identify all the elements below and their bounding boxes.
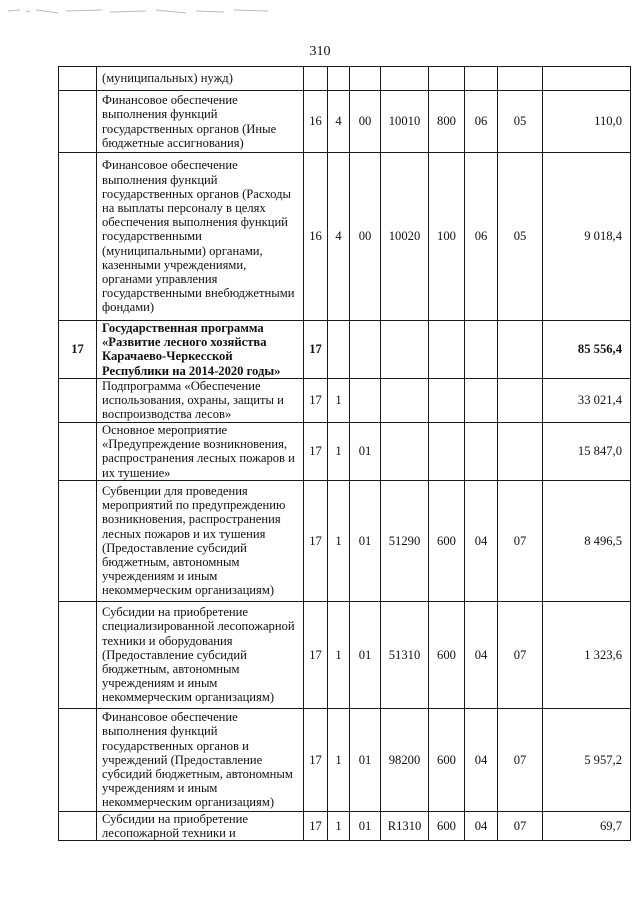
expense-type-cell: 100: [429, 153, 465, 321]
section-cell: [465, 67, 498, 91]
subprogram-cell: 1: [328, 422, 350, 480]
main-activity-cell: [350, 321, 381, 379]
expense-type-cell: 600: [429, 601, 465, 708]
program-cell: 16: [304, 91, 328, 153]
row-number-cell: [59, 601, 97, 708]
table-row: [59, 480, 631, 601]
table-body: [59, 67, 631, 841]
direction-cell: 51290: [381, 480, 429, 601]
section-cell: 04: [465, 811, 498, 840]
table-row: [59, 153, 631, 321]
expense-type-cell: [429, 67, 465, 91]
expense-type-cell: 800: [429, 91, 465, 153]
amount-cell: 15 847,0: [543, 422, 631, 480]
table-row: [59, 67, 631, 91]
amount-cell: [543, 67, 631, 91]
program-cell: 17: [304, 601, 328, 708]
name-cell: (муниципальных) нужд): [97, 67, 304, 91]
amount-cell: 110,0: [543, 91, 631, 153]
name-cell: Субсидии на приобретение лесопожарной техники и: [97, 811, 304, 840]
subprogram-cell: 1: [328, 811, 350, 840]
direction-cell: 98200: [381, 708, 429, 811]
name-cell: Финансовое обеспечение выполнения функций государственных органов (Расходы на выплаты персоналу в целях обеспечения выполнения функций государственными (муниципальными) органами, казенными учреждениями, органами управления государственными внебюджетными фондами): [97, 153, 304, 321]
name-cell: Субсидии на приобретение специализированной лесопожарной техники и оборудования (Предоставление субсидий бюджетным, автономным учреждениям и иным некоммерческим организациям): [97, 601, 304, 708]
expense-type-cell: 600: [429, 480, 465, 601]
row-number-cell: [59, 153, 97, 321]
section-cell: 04: [465, 480, 498, 601]
page-number: 310: [309, 44, 331, 59]
subprogram-cell: 4: [328, 153, 350, 321]
program-cell: 16: [304, 153, 328, 321]
main-activity-cell: [350, 378, 381, 422]
subsection-cell: [498, 67, 543, 91]
program-cell: 17: [304, 811, 328, 840]
row-number-cell: [59, 67, 97, 91]
section-cell: [465, 422, 498, 480]
subsection-cell: 05: [498, 153, 543, 321]
program-cell: 17: [304, 422, 328, 480]
subsection-cell: [498, 321, 543, 379]
amount-cell: 9 018,4: [543, 153, 631, 321]
subprogram-cell: 1: [328, 601, 350, 708]
subsection-cell: [498, 422, 543, 480]
direction-cell: 10010: [381, 91, 429, 153]
direction-cell: [381, 422, 429, 480]
section-cell: 04: [465, 708, 498, 811]
name-cell: Финансовое обеспечение выполнения функций государственных органов и учреждений (Предоставление субсидий бюджетным, автономным учреждениям и иным некоммерческим организациям): [97, 708, 304, 811]
program-cell: 17: [304, 378, 328, 422]
name-cell: Подпрограмма «Обеспечение использования, охраны, защиты и воспроизводства лесов»: [97, 378, 304, 422]
expense-type-cell: [429, 378, 465, 422]
row-number-cell: [59, 91, 97, 153]
direction-cell: 10020: [381, 153, 429, 321]
table-row: [59, 601, 631, 708]
name-cell: Финансовое обеспечение выполнения функций государственных органов (Иные бюджетные ассигнования): [97, 91, 304, 153]
row-number-cell: [59, 480, 97, 601]
main-activity-cell: 00: [350, 153, 381, 321]
program-cell: 17: [304, 480, 328, 601]
section-cell: [465, 378, 498, 422]
row-number-cell: [59, 811, 97, 840]
direction-cell: [381, 321, 429, 379]
program-cell: 17: [304, 708, 328, 811]
name-cell: Основное мероприятие «Предупреждение возникновения, распространения лесных пожаров и их тушение»: [97, 422, 304, 480]
direction-cell: [381, 378, 429, 422]
direction-cell: R1310: [381, 811, 429, 840]
row-number-cell: [59, 708, 97, 811]
table-row: [59, 91, 631, 153]
table-row: [59, 321, 631, 379]
subprogram-cell: 4: [328, 91, 350, 153]
main-activity-cell: 01: [350, 601, 381, 708]
section-cell: 04: [465, 601, 498, 708]
main-activity-cell: 01: [350, 708, 381, 811]
section-cell: 06: [465, 91, 498, 153]
main-activity-cell: 01: [350, 811, 381, 840]
expense-type-cell: [429, 422, 465, 480]
name-cell: Государственная программа «Развитие лесного хозяйства Карачаево-Черкесской Республики на 2014-2020 годы»: [97, 321, 304, 379]
table-row: [59, 708, 631, 811]
program-cell: [304, 67, 328, 91]
amount-cell: 1 323,6: [543, 601, 631, 708]
main-activity-cell: 01: [350, 480, 381, 601]
amount-cell: 33 021,4: [543, 378, 631, 422]
subsection-cell: 07: [498, 601, 543, 708]
program-cell: 17: [304, 321, 328, 379]
section-cell: 06: [465, 153, 498, 321]
amount-cell: 8 496,5: [543, 480, 631, 601]
name-cell: Субвенции для проведения мероприятий по предупреждению возникновения, распространения лесных пожаров и их тушения (Предоставление субсидий бюджетным, автономным учреждениям и иным некоммерческим организациям): [97, 480, 304, 601]
subprogram-cell: 1: [328, 378, 350, 422]
row-number-cell: [59, 378, 97, 422]
main-activity-cell: 01: [350, 422, 381, 480]
subsection-cell: 05: [498, 91, 543, 153]
main-activity-cell: [350, 67, 381, 91]
expense-type-cell: [429, 321, 465, 379]
row-number-cell: 17: [59, 321, 97, 379]
amount-cell: 85 556,4: [543, 321, 631, 379]
amount-cell: 5 957,2: [543, 708, 631, 811]
table-row: [59, 378, 631, 422]
subsection-cell: 07: [498, 480, 543, 601]
subsection-cell: [498, 378, 543, 422]
amount-cell: 69,7: [543, 811, 631, 840]
expense-type-cell: 600: [429, 811, 465, 840]
subprogram-cell: 1: [328, 708, 350, 811]
row-number-cell: [59, 422, 97, 480]
subsection-cell: 07: [498, 811, 543, 840]
section-cell: [465, 321, 498, 379]
scan-artifact: [6, 4, 276, 18]
table-row: [59, 422, 631, 480]
direction-cell: [381, 67, 429, 91]
direction-cell: 51310: [381, 601, 429, 708]
subprogram-cell: 1: [328, 480, 350, 601]
table-row: [59, 811, 631, 840]
subprogram-cell: [328, 321, 350, 379]
main-activity-cell: 00: [350, 91, 381, 153]
expense-type-cell: 600: [429, 708, 465, 811]
subsection-cell: 07: [498, 708, 543, 811]
budget-table: [58, 66, 631, 841]
subprogram-cell: [328, 67, 350, 91]
